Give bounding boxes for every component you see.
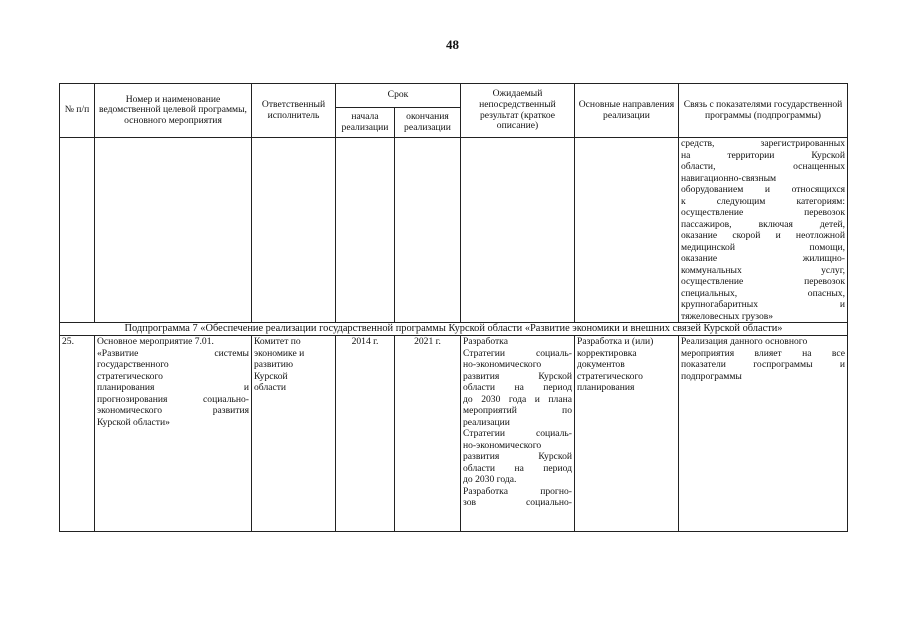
executor-text-line: экономике и <box>254 347 305 359</box>
header-directions: Основные направления реализации <box>575 84 679 138</box>
directions-text-line: документов <box>577 359 625 370</box>
page-number: 48 <box>446 37 459 52</box>
cont-executor-cell <box>252 138 336 323</box>
program-table <box>59 83 848 532</box>
result-text-line: развития Курской <box>463 370 572 382</box>
row-num-cell: 25. <box>60 336 95 532</box>
name-text-line: «Развитие системы <box>97 347 249 359</box>
link-text-line: на территории Курской <box>681 149 845 161</box>
header-link: Связь с показателями государственной программы (подпрограммы) <box>679 84 848 138</box>
link-text-line: тяжеловесных грузов» <box>681 310 774 322</box>
directions-text-line: планирования <box>577 382 635 393</box>
row-start-cell: 2014 г. <box>336 336 395 532</box>
row-executor-cell <box>252 336 336 532</box>
result-text-line: реализации <box>463 416 510 428</box>
name-text-line: государственного <box>97 359 169 370</box>
header-executor: Ответственный исполнитель <box>252 84 336 138</box>
subprogram-title: Подпрограмма 7 «Обеспечение реализации государственной программы Курской области «Развитие экономики и внешних связей Курской области» <box>60 323 848 336</box>
link-text-line: медицинской помощи, <box>681 241 845 253</box>
cont-name-cell <box>95 138 252 323</box>
cont-directions-cell <box>575 138 679 323</box>
executor-text-line: Комитет по <box>254 336 301 347</box>
result-text-line: до 2030 года и плана <box>463 393 572 405</box>
name-text-line: планирования и <box>97 382 249 393</box>
header-result: Ожидаемый непосредственный результат (краткое описание) <box>461 84 575 138</box>
cont-end-cell <box>395 138 461 323</box>
link-text-line: оказание жилищно- <box>681 253 845 264</box>
header-term-start: начала реализации <box>336 108 395 138</box>
row-result-cell <box>461 336 575 532</box>
link-text-line: подпрограммы <box>681 370 742 382</box>
cont-start-cell <box>336 138 395 323</box>
link-text-line: средств, зарегистрированных <box>681 138 845 149</box>
cont-link-cell <box>679 138 848 323</box>
link-text-line: осуществление перевозок <box>681 276 845 287</box>
result-text-line: мероприятий по <box>463 405 572 416</box>
link-text-line: показатели госпрограммы и <box>681 359 845 370</box>
link-text-line: оборудованием и относящихся <box>681 184 845 195</box>
header-row <box>60 84 848 108</box>
name-text-line: Основное мероприятие 7.01. <box>97 336 214 347</box>
executor-text-line: Курской <box>254 370 288 382</box>
link-text-line: к следующим категориям: <box>681 195 845 207</box>
row-link-cell <box>679 336 848 532</box>
header-num: № п/п <box>60 84 95 138</box>
cont-result-cell <box>461 138 575 323</box>
link-text-line: осуществление перевозок <box>681 207 845 218</box>
result-text-line: Стратегии социаль- <box>463 347 572 359</box>
result-text-line: но-экономического <box>463 439 542 451</box>
link-text-line: крупногабаритных и <box>681 299 845 310</box>
result-text-line: Разработка прогно- <box>463 485 572 497</box>
row-directions-cell <box>575 336 679 532</box>
header-term: Срок <box>336 84 461 108</box>
cont-num-cell <box>60 138 95 323</box>
header-name: Номер и наименование ведомственной целевой программы, основного мероприятия <box>95 84 252 138</box>
result-text-line: области на период <box>463 382 572 393</box>
result-text-line: Стратегии социаль- <box>463 428 572 439</box>
directions-text-line: стратегического <box>577 370 643 382</box>
name-text-line: экономического развития <box>97 405 249 416</box>
result-text-line: области на период <box>463 462 572 474</box>
table-row <box>60 336 848 532</box>
result-text-line: развития Курской <box>463 451 572 462</box>
result-text-line: но-экономического <box>463 359 542 370</box>
executor-text-line: области <box>254 382 287 393</box>
header-term-end: окончания реализации <box>395 108 461 138</box>
link-text-line: мероприятия влияет на все <box>681 347 845 359</box>
link-text-line: Реализация данного основного <box>681 336 808 347</box>
directions-text-line: корректировка <box>577 347 637 359</box>
result-text-line: Разработка <box>463 336 508 347</box>
subprogram-row <box>60 323 848 336</box>
result-text-line: зов социально- <box>463 497 572 508</box>
link-text-line: оказание скорой и неотложной <box>681 230 845 241</box>
row-name-cell <box>95 336 252 532</box>
row-end-cell: 2021 г. <box>395 336 461 532</box>
link-text-line: специальных, опасных, <box>681 287 845 299</box>
name-text-line: Курской области» <box>97 416 170 428</box>
result-text-line: до 2030 года. <box>463 474 517 485</box>
directions-text-line: Разработка и (или) <box>577 336 654 347</box>
link-text-line: навигационно-связным <box>681 172 777 184</box>
link-text-line: коммунальных услуг, <box>681 264 845 276</box>
name-text-line: прогнозирования социально- <box>97 393 249 405</box>
link-text-line: пассажиров, включая детей, <box>681 218 845 230</box>
continuation-row <box>60 138 848 323</box>
link-text-line: области, оснащенных <box>681 161 845 172</box>
name-text-line: стратегического <box>97 370 163 382</box>
executor-text-line: развитию <box>254 359 294 370</box>
